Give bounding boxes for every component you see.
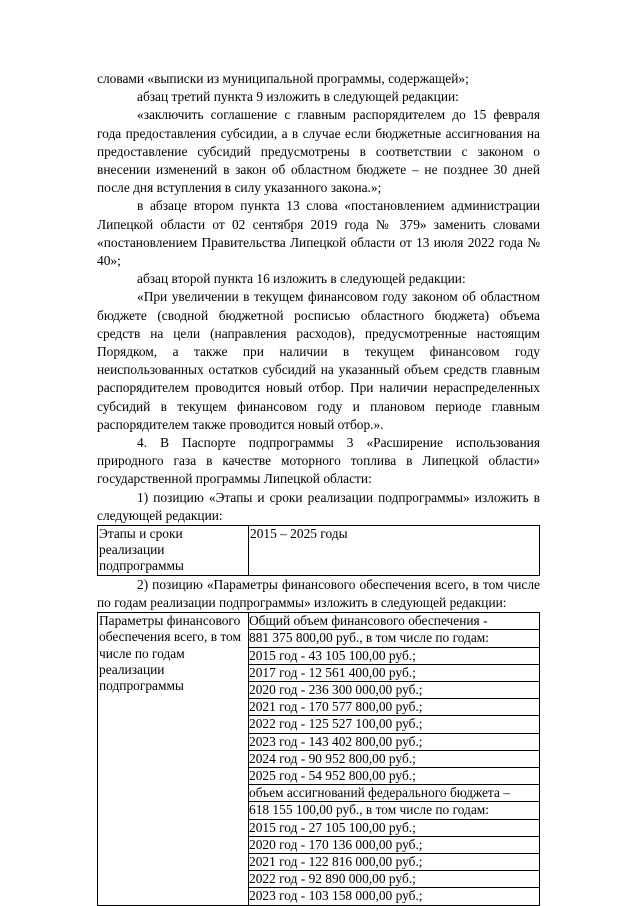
paragraph-2: абзац третий пункта 9 изложить в следующей редакции: bbox=[137, 89, 459, 105]
financing-line: 2023 год - 143 402 800,00 руб.; bbox=[249, 734, 539, 751]
financing-value-cell bbox=[249, 613, 540, 905]
paragraph-3: «заключить соглашение с главным распорядителем до 15 февраля года предоставления субсидии, а в случае если бюджетные ассигнования на предоставление субсидий предусмотрены в соответствии с законом о внесении изменений в закон об областном бюджете – не позднее 30 дней после дня вступления в силу указанного закона.»; bbox=[97, 107, 540, 196]
table-row bbox=[98, 613, 540, 905]
document-page bbox=[97, 70, 540, 906]
financing-line: 2024 год - 90 952 800,00 руб.; bbox=[249, 751, 539, 768]
financing-line: 2017 год - 12 561 400,00 руб.; bbox=[249, 665, 539, 682]
financing-line: Общий объем финансового обеспечения - bbox=[249, 613, 539, 630]
financing-label-cell: Параметры финансового обеспечения всего, в том числе по годам реализации подпрограммы bbox=[98, 613, 249, 905]
stages-label-cell: Этапы и сроки реализации подпрограммы bbox=[98, 526, 249, 576]
financing-table bbox=[97, 612, 540, 905]
financing-line: 618 155 100,00 руб., в том числе по годам: bbox=[249, 802, 539, 819]
financing-line: 2015 год - 43 105 100,00 руб.; bbox=[249, 648, 539, 665]
financing-line: 2022 год - 92 890 000,00 руб.; bbox=[249, 871, 539, 888]
table-row bbox=[98, 526, 540, 576]
financing-line: 2021 год - 170 577 800,00 руб.; bbox=[249, 699, 539, 716]
paragraph-7: 4. В Паспорте подпрограммы 3 «Расширение использования природного газа в качестве моторного топлива в Липецкой области» государственной программы Липецкой области: bbox=[97, 435, 540, 487]
paragraph-4: в абзаце втором пункта 13 слова «постановлением администрации Липецкой области от 02 сентября 2019 года № 379» заменить словами «постановлением Правительства Липецкой области от 13 июля 2022 года № 40»; bbox=[97, 198, 540, 269]
paragraph-9: 2) позицию «Параметры финансового обеспечения всего, в том числе по годам реализации подпрограммы» изложить в следующей редакции: bbox=[97, 576, 540, 610]
financing-line: 2015 год - 27 105 100,00 руб.; bbox=[249, 820, 539, 837]
financing-line: 2021 год - 122 816 000,00 руб.; bbox=[249, 854, 539, 871]
paragraph-8: 1) позицию «Этапы и сроки реализации подпрограммы» изложить в следующей редакции: bbox=[97, 489, 540, 523]
financing-line: 2020 год - 236 300 000,00 руб.; bbox=[249, 682, 539, 699]
financing-line: 881 375 800,00 руб., в том числе по годам: bbox=[249, 630, 539, 647]
financing-line: 2023 год - 103 158 000,00 руб.; bbox=[249, 888, 423, 904]
financing-line: объем ассигнований федерального бюджета – bbox=[249, 785, 539, 802]
paragraph-1: словами «выписки из муниципальной программы, содержащей»; bbox=[97, 71, 469, 86]
financing-line: 2020 год - 170 136 000,00 руб.; bbox=[249, 837, 539, 854]
paragraph-5: абзац второй пункта 16 изложить в следующей редакции: bbox=[137, 271, 466, 287]
financing-line: 2022 год - 125 527 100,00 руб.; bbox=[249, 716, 539, 733]
financing-line: 2025 год - 54 952 800,00 руб.; bbox=[249, 768, 539, 785]
stages-value-cell: 2015 – 2025 годы bbox=[249, 526, 540, 576]
paragraph-6: «При увеличении в текущем финансовом году законом об областном бюджете (сводной бюджетной росписью областного бюджета) объема средств на цели (направления расходов), предусмотренные настоящим Порядком, а также при наличии в текущем финансовом году неиспользованных остатков субсидий на указанный объем средств главным распорядителем проводится новый отбор. При наличии нераспределенных субсидий в текущем финансовом году и плановом периоде главным распорядителем также проводится новый отбор.». bbox=[97, 289, 540, 432]
stages-table bbox=[97, 525, 540, 576]
